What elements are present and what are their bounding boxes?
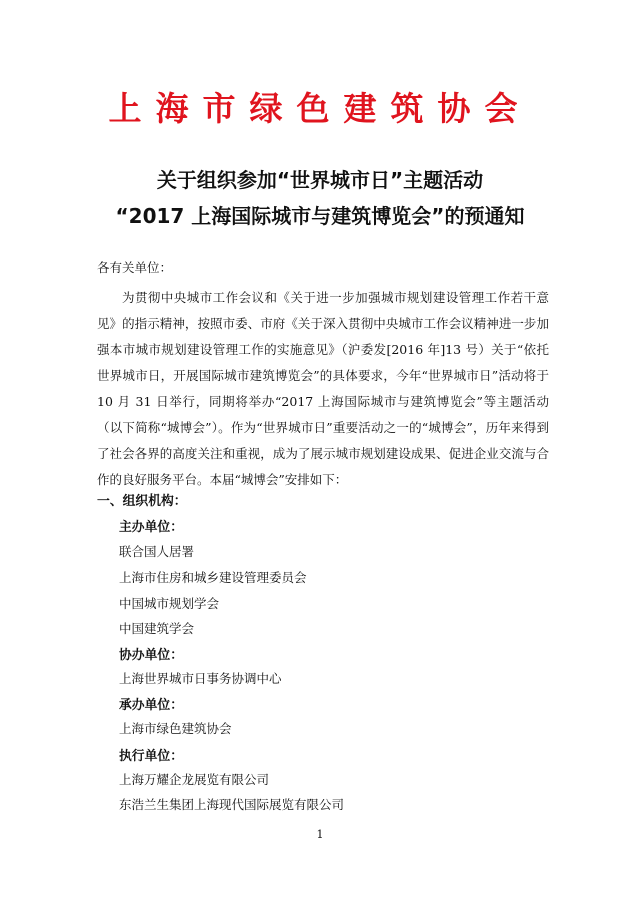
document-title-line-1: 关于组织参加“世界城市日”主题活动 <box>156 168 484 192</box>
co-organizer-label: 协办单位： <box>119 648 183 663</box>
undertaker-item: 上海市绿色建筑协会 <box>119 721 232 736</box>
undertaker-label: 承办单位： <box>119 698 183 713</box>
executor-label: 执行单位： <box>119 749 183 764</box>
executor-item: 上海万耀企龙展览有限公司 <box>119 772 270 787</box>
sponsor-label: 主办单位： <box>119 520 183 535</box>
co-organizer-item: 上海世界城市日事务协调中心 <box>119 671 282 686</box>
sponsor-item: 中国建筑学会 <box>119 621 195 636</box>
sponsor-item: 联合国人居署 <box>119 544 195 559</box>
sponsor-item: 上海市住房和城乡建设管理委员会 <box>119 570 307 585</box>
executor-item: 东浩兰生集团上海现代国际展览有限公司 <box>119 797 345 812</box>
sponsor-item: 中国城市规划学会 <box>119 596 220 611</box>
organization-title: 上海市绿色建筑协会 <box>108 89 532 128</box>
intro-paragraph: 为贯彻中央城市工作会议和《关于进一步加强城市规划建设管理工作若干意见》的指示精神，按照市委、市府《关于深入贯彻中央城市工作会议精神进一步加强本市城市规划建设管理工作的实施意见》（沪委发[2016 年]13 号）关于“依托世界城市日，开展国际城市建筑博览会”的具体要求，今年“世界城市日”活动将于 10 月 31 日举行，同期将举办“2017 上海国际城市与建筑博览会”等主题活动（以下简称“城博会”）。作为“世界城市日”重要活动之一的“城博会”，历年来得到了社会各界的高度关注和重视，成为了展示城市规划建设成果、促进企业交流与合作的良好服务平台。本届“城博会”安排如下： <box>97 290 549 487</box>
salutation: 各有关单位： <box>97 260 173 275</box>
section-heading-organization: 一、组织机构： <box>97 494 187 509</box>
page-number: 1 <box>316 828 324 841</box>
document-title-line-2: “2017 上海国际城市与建筑博览会”的预通知 <box>115 204 525 228</box>
